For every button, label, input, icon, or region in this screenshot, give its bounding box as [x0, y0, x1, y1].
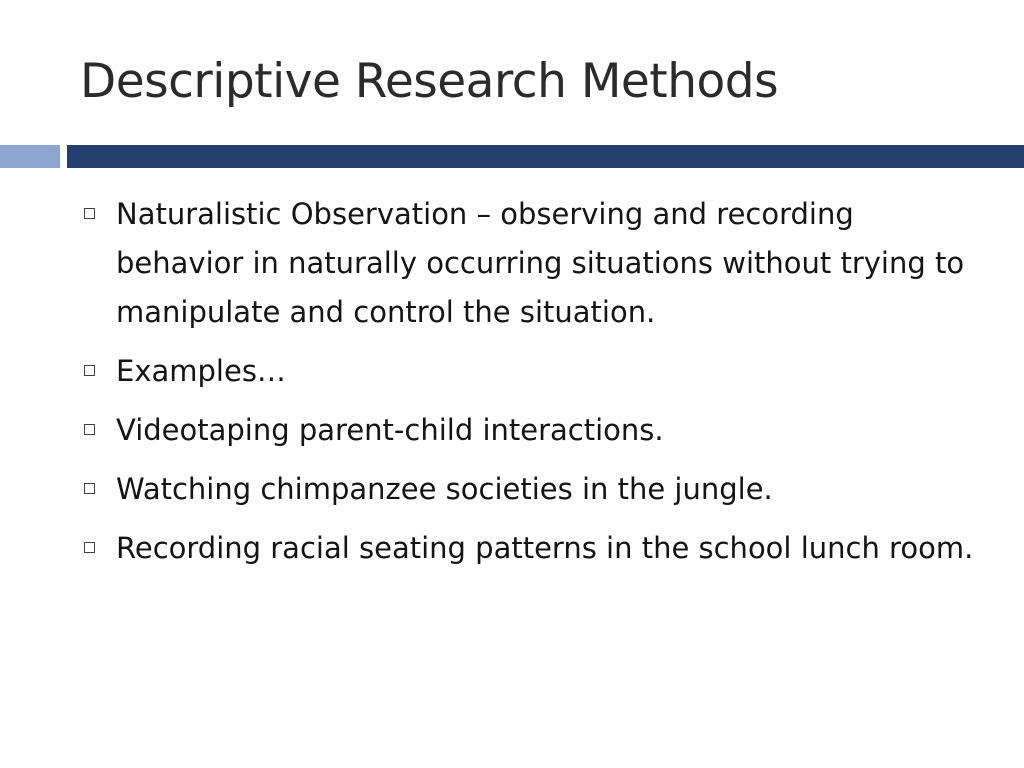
square-bullet-icon: [84, 424, 95, 435]
bullet-text: Recording racial seating patterns in the school lunch room.: [116, 531, 974, 565]
bullet-item: [84, 190, 984, 337]
square-bullet-icon: [84, 483, 95, 494]
bullet-text: Videotaping parent-child interactions.: [116, 413, 664, 447]
bullet-item: [84, 524, 984, 573]
bullet-text: Naturalistic Observation – observing and recording behavior in naturally occurring situations without trying to manipulate and control the situation.: [116, 197, 965, 329]
title-accent-bar-dark: [67, 145, 1024, 168]
bullet-text: Examples…: [116, 354, 286, 388]
bullet-list: [84, 190, 984, 583]
square-bullet-icon: [84, 208, 95, 219]
bullet-text: Watching chimpanzee societies in the jungle.: [116, 472, 773, 506]
bullet-item: [84, 347, 984, 396]
square-bullet-icon: [84, 542, 95, 553]
bullet-item: [84, 465, 984, 514]
bullet-item: [84, 406, 984, 455]
square-bullet-icon: [84, 365, 95, 376]
title-accent-bar-light: [0, 145, 60, 168]
slide-title: Descriptive Research Methods: [80, 54, 779, 109]
